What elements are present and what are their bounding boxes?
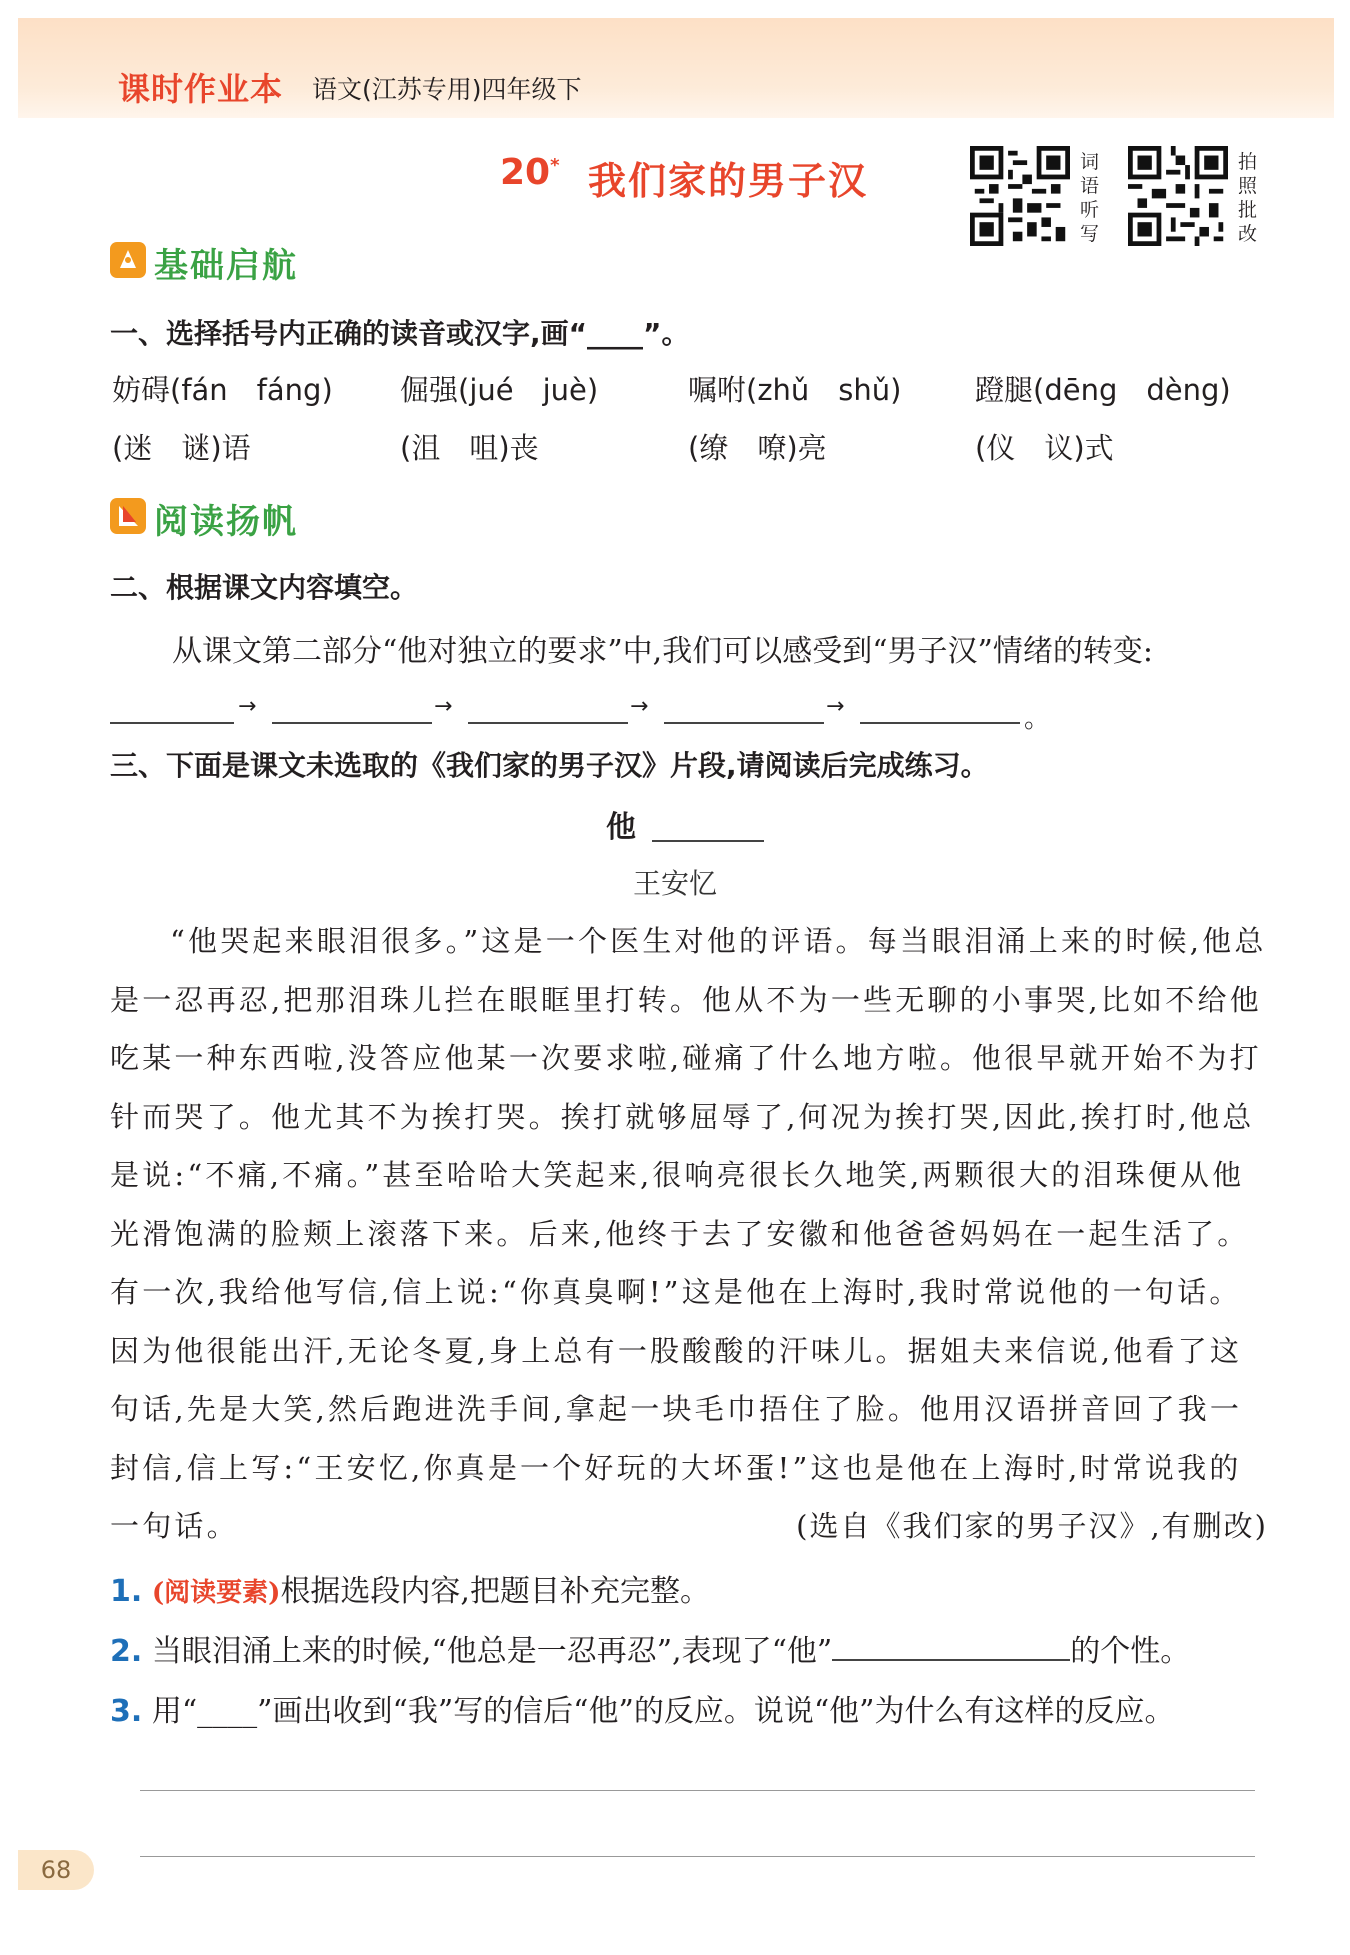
character-option[interactable]: (缭 嘹)亮 bbox=[688, 431, 827, 465]
qr-code-photo-grading-icon[interactable] bbox=[1128, 146, 1228, 246]
character-option[interactable]: (迷 谜)语 bbox=[112, 431, 251, 465]
qr-caption-dictation: 词语听写 bbox=[1080, 151, 1100, 245]
answer-blank[interactable] bbox=[860, 722, 1020, 724]
passage-author: 王安忆 bbox=[632, 867, 717, 900]
title-blank[interactable] bbox=[652, 840, 764, 842]
answer-line[interactable] bbox=[140, 1856, 1255, 1857]
question-1: 一、选择括号内正确的读音或汉字,画“____”。 bbox=[110, 317, 690, 350]
passage-source: (选自《我们家的男子汉》,有删改) bbox=[796, 1509, 1268, 1543]
period: 。 bbox=[1024, 704, 1051, 734]
lesson-title: 我们家的男子汉 bbox=[588, 159, 869, 203]
answer-blank[interactable] bbox=[664, 722, 824, 724]
qr-caption-photo-grading: 拍照批改 bbox=[1238, 151, 1258, 245]
answer-blank[interactable] bbox=[272, 722, 432, 724]
exercise-1: 1. (阅读要素)根据选段内容,把题目补充完整。 bbox=[110, 1574, 710, 1609]
answer-line[interactable] bbox=[140, 1790, 1255, 1791]
passage-text: “他哭起来眼泪很多。”这是一个医生对他的评语。每当眼泪涌上来的时候,他总是一忍再忍,把那泪珠儿拦在眼眶里打转。他从不为一些无聊的小事哭,比如不给他吃某一种东西啦,没答应他某一次要求啦,碰痛了什么地方啦。他很早就开始不为打针而哭了。他尤其不为挨打哭。挨打就够屈辱了,何况为挨打哭,因此,挨打时,他总是说:“不痛,不痛。”甚至哈哈大笑起来,很响亮很长久地笑,两颗很大的泪珠便从他光滑饱满的脸颊上滚落下来。后来,他终于去了安徽和他爸爸妈妈在一起生活了。有一次,我给他写信,信上说:“你真臭啊!”这是他在上海时,我时常说他的一句话。因为他很能出汗,无论冬夏,身上总有一股酸酸的汗味儿。据姐夫来信说,他看了这句话,先是大笑,然后跑进洗手间,拿起一块毛巾捂住了脸。他用汉语拼音回了我一封信,信上写:“王安忆,你真是一个好玩的大坏蛋!”这也是他在上海时,时常说我的一句话。 bbox=[110, 924, 1267, 1543]
fill-prompt: 从课文第二部分“他对独立的要求”中,我们可以感受到“男子汉”情绪的转变: bbox=[172, 634, 1153, 669]
character-option[interactable]: (仪 议)式 bbox=[975, 431, 1114, 465]
passage-title: 他 bbox=[606, 810, 636, 845]
section-heading-basics: 基础启航 bbox=[154, 246, 298, 286]
pinyin-option[interactable]: 倔强(jué juè) bbox=[400, 373, 599, 407]
pinyin-option[interactable]: 嘱咐(zhǔ shǔ) bbox=[688, 373, 902, 407]
pinyin-option[interactable]: 蹬腿(dēng dèng) bbox=[975, 373, 1231, 407]
answer-blank[interactable] bbox=[832, 1635, 1070, 1661]
section-sail-icon bbox=[110, 498, 146, 534]
section-heading-reading: 阅读扬帆 bbox=[154, 502, 298, 542]
pinyin-option[interactable]: 妨碍(fán fáng) bbox=[112, 373, 333, 407]
qr-code-dictation-icon[interactable] bbox=[970, 146, 1070, 246]
arrow-icon: → bbox=[826, 694, 845, 719]
subject-label: 语文(江苏专用)四年级下 bbox=[312, 75, 582, 104]
arrow-icon: → bbox=[434, 694, 453, 719]
section-rocket-icon bbox=[110, 242, 146, 278]
character-option[interactable]: (沮 咀)丧 bbox=[400, 431, 539, 465]
exercise-3: 3. 用“____”画出收到“我”写的信后“他”的反应。说说“他”为什么有这样的反应。 bbox=[110, 1694, 1175, 1729]
question-2: 二、根据课文内容填空。 bbox=[110, 571, 419, 604]
exercise-2: 2. 当眼泪涌上来的时候,“他总是一忍再忍”,表现了“他” 的个性。 bbox=[110, 1634, 1191, 1669]
question-3: 三、下面是课文未选取的《我们家的男子汉》片段,请阅读后完成练习。 bbox=[110, 749, 989, 782]
answer-blank[interactable] bbox=[468, 722, 628, 724]
passage-body bbox=[110, 912, 1268, 1556]
brand-title: 课时作业本 bbox=[118, 70, 284, 108]
arrow-icon: → bbox=[238, 694, 257, 719]
lesson-number: 20* bbox=[500, 152, 560, 193]
arrow-icon: → bbox=[630, 694, 649, 719]
page-number: 68 bbox=[18, 1850, 94, 1890]
answer-blank[interactable] bbox=[110, 722, 234, 724]
